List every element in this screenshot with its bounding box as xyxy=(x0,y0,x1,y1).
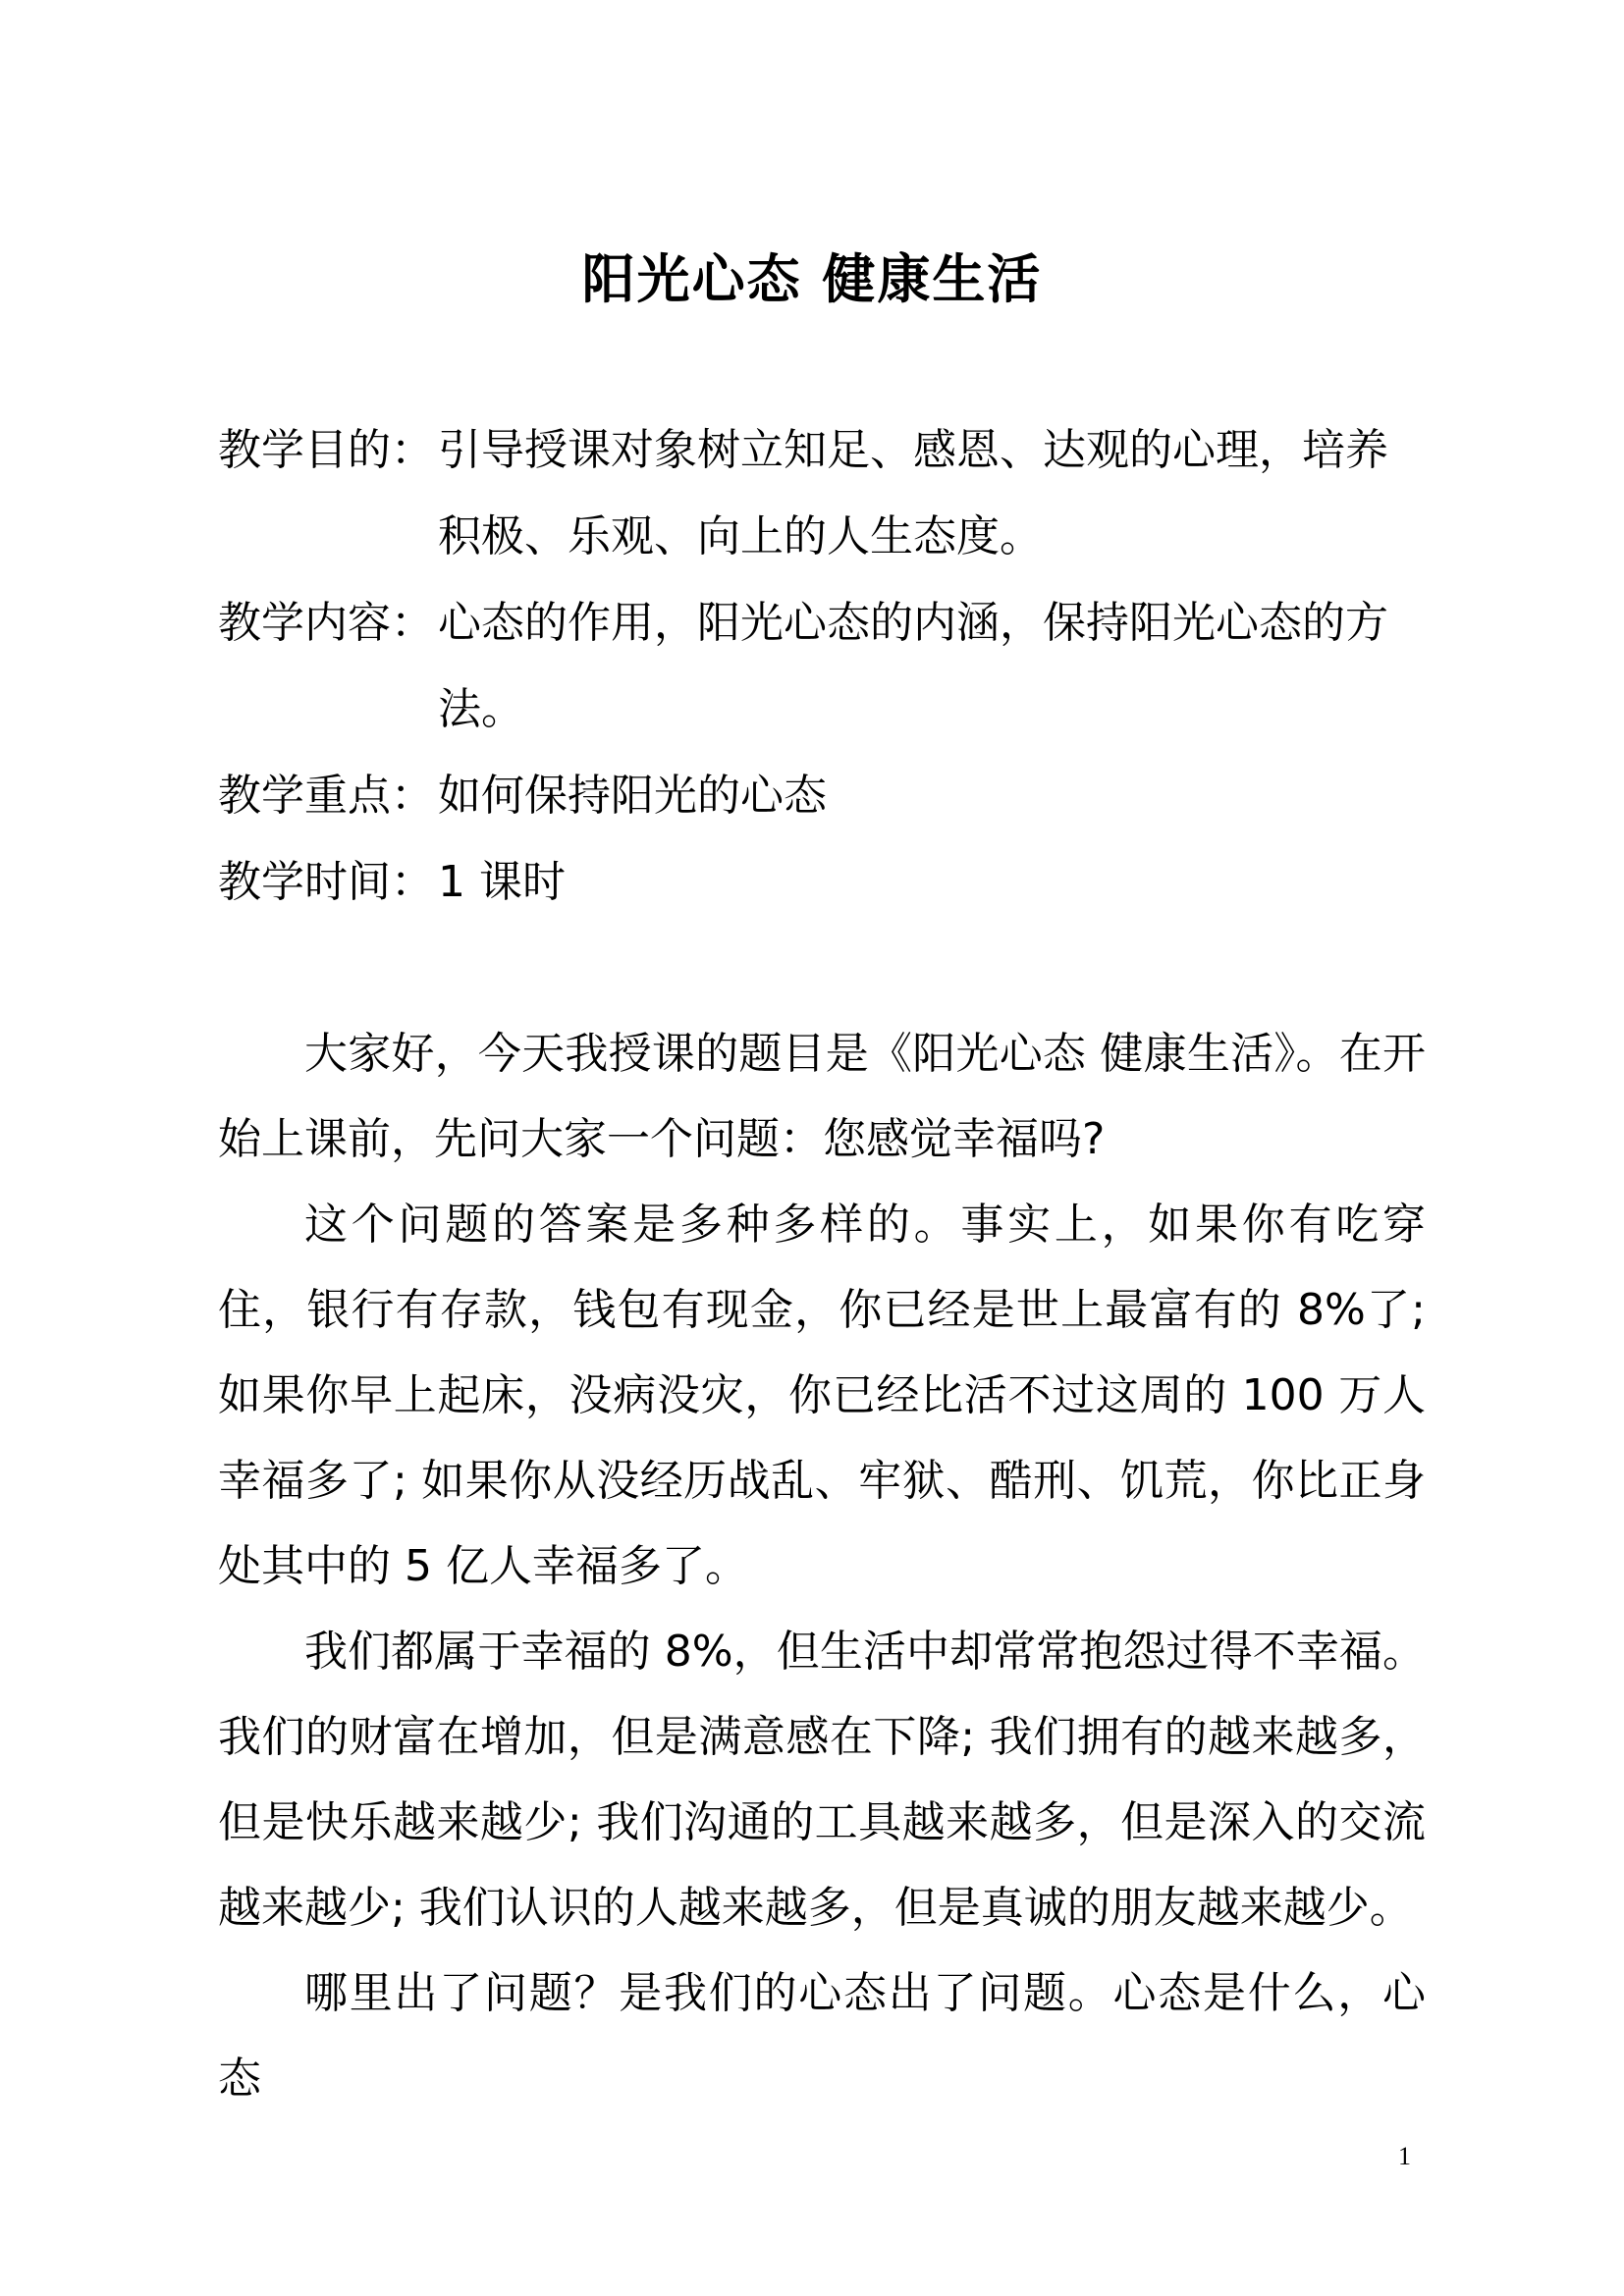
page-number: 1 xyxy=(1398,2142,1411,2170)
body-paragraph-1: 大家好，今天我授课的题目是《阳光心态 健康生活》。在开始上课前，先问大家一个问题：您感觉幸福吗? xyxy=(218,1029,1426,1164)
lesson-info xyxy=(218,407,1426,926)
meta-row-objective xyxy=(218,407,1426,580)
meta-value-duration: 1 课时 xyxy=(438,857,566,907)
meta-value-content: 心态的作用，阳光心态的内涵，保持阳光心态的方法。 xyxy=(438,598,1388,734)
meta-label-key-point: 教学重点： xyxy=(218,771,434,821)
meta-label-objective: 教学目的： xyxy=(218,425,434,475)
meta-row-content xyxy=(218,580,1426,753)
document-title: 阳光心态 健康生活 xyxy=(581,248,1043,310)
meta-row-duration xyxy=(218,839,1426,926)
body-paragraph-2: 这个问题的答案是多种多样的。事实上，如果你有吃穿住，银行有存款，钱包有现金，你已经是世上最富有的 8%了;如果你早上起床，没病没灾，你已经比活不过这周的 100 万人幸福多了; 如果你从没经历战乱、牢狱、酷刑、饥荒，你比正身处其中的 5 亿人幸福多了。 xyxy=(218,1200,1426,1591)
body-paragraph-4: 哪里出了问题？是我们的心态出了问题。心态是什么，心态 xyxy=(218,1968,1426,2104)
body-paragraph-3: 我们都属于幸福的 8%，但生活中却常常抱怨过得不幸福。我们的财富在增加，但是满意感在下降; 我们拥有的越来越多，但是快乐越来越少; 我们沟通的工具越来越多，但是深入的交流越来越少; 我们认识的人越来越多，但是真诚的朋友越来越少。 xyxy=(218,1627,1426,1933)
meta-value-key-point: 如何保持阳光的心态 xyxy=(438,771,827,821)
meta-value-objective: 引导授课对象树立知足、感恩、达观的心理，培养积极、乐观、向上的人生态度。 xyxy=(438,425,1388,561)
meta-label-duration: 教学时间： xyxy=(218,857,434,907)
meta-label-content: 教学内容： xyxy=(218,598,434,648)
meta-row-key-point xyxy=(218,753,1426,839)
